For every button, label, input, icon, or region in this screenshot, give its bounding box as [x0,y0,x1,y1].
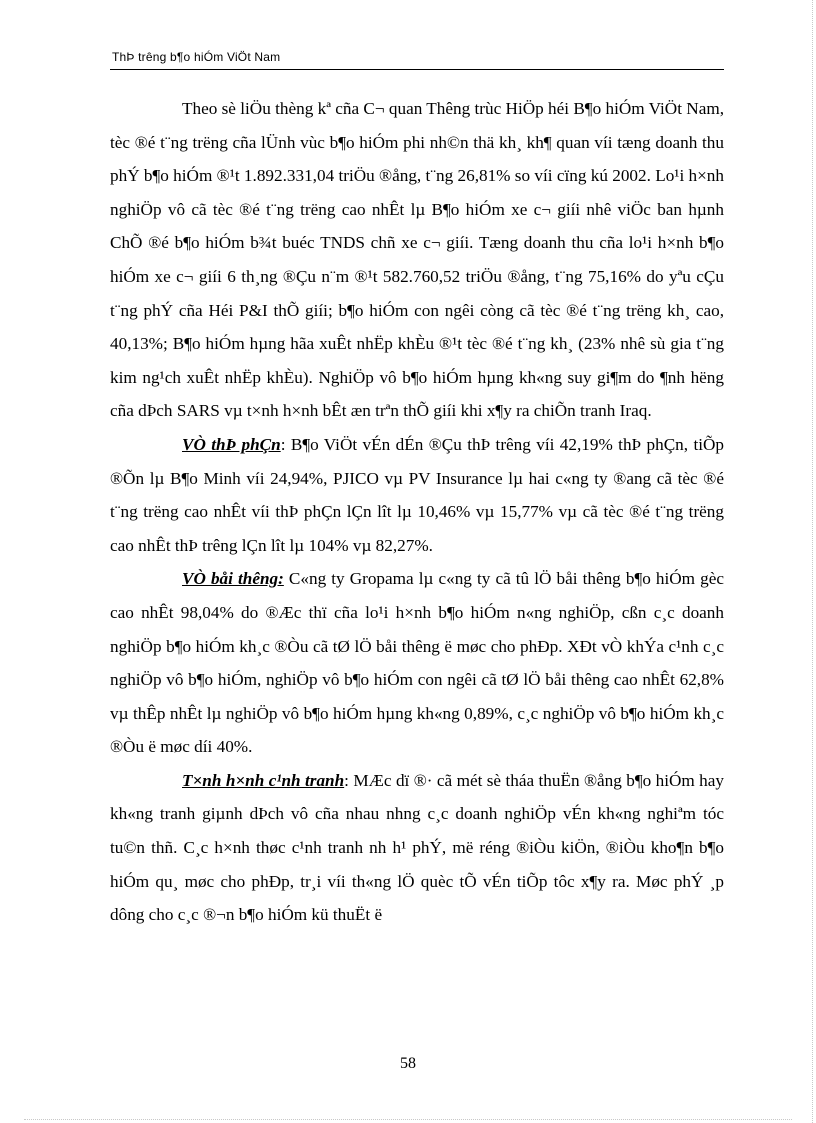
paragraph-lead: VÒ båi thêng: [182,569,284,589]
paragraph-text: C«ng ty Gropama lµ c«ng ty cã tû lÖ båi thêng b¶o hiÓm gèc cao nhÊt 98,04% do ®Æc thï cña lo¹i h×nh b¶o hiÓm n«ng nghiÖp, cßn c¸c doanh nghiÖp b¶o hiÓm kh¸c ®Òu cã tØ lÖ båi thêng ë møc cho phÐp. XÐt vÒ khÝa c¹nh c¸c nghiÖp vô b¶o hiÓm, nghiÖp vô b¶o hiÓm con ngêi cã tØ lÖ båi thêng cao nhÊt 62,8% vµ thÊp nhÊt lµ nghiÖp vô b¶o hiÓm hµng kh«ng 0,89%, c¸c nghiÖp vô b¶o hiÓm kh¸c ®Òu ë møc díi 40%. [110,569,724,757]
paragraph-market-share [110,428,724,562]
paragraph-competition [110,764,724,932]
paragraph-lead: T×nh h×nh c¹nh tranh [182,770,345,790]
running-header: ThÞ trêng b¶o hiÓm ViÖt Nam [112,50,281,64]
paragraph-text: Theo sè liÖu thèng kª cña C¬ quan Thêng trùc HiÖp héi B¶o hiÓm ViÖt Nam, tèc ®é t¨ng trëng cña lÜnh vùc b¶o hiÓm phi nh©n thä kh¸ kh¶ quan víi tæng doanh thu phÝ b¶o hiÓm ®¹t 1.892.331,04 triÖu ®ång, t¨ng 26,81% so víi cïng kú 2002. Lo¹i h×nh nghiÖp vô cã tèc ®é t¨ng trëng cao nhÊt lµ B¶o hiÓm xe c¬ giíi nhê viÖc ban hµnh ChÕ ®é b¶o hiÓm b¾t buéc TNDS chñ xe c¬ giíi. Tæng doanh thu cña lo¹i h×nh b¶o hiÓm xe c¬ giíi 6 th¸ng ®Çu n¨m ®¹t 582.760,52 triÖu ®ång, t¨ng 75,16% do yªu cÇu t¨ng phÝ cña Héi P&I thÕ giíi; b¶o hiÓm con ngêi còng cã tèc ®é t¨ng trëng kh¸ cao, 40,13%; B¶o hiÓm hµng hãa xuÊt nhËp khÈu ®¹t tèc ®é t¨ng kh¸ (23% nhê sù gia t¨ng kim ng¹ch xuÊt nhËp khÈu). NghiÖp vô b¶o hiÓm hµng kh«ng suy gi¶m do ¶nh hëng cña dÞch SARS vµ t×nh h×nh bÊt æn trªn thÕ giíi khi x¶y ra chiÕn tranh Iraq. [110,99,724,421]
body-text [110,92,724,932]
paragraph-claims [110,562,724,764]
page-border-right [812,0,813,1123]
paragraph-text: : MÆc dï ®· cã mét sè tháa thuËn ®ång b¶o hiÓm hay kh«ng tranh giµnh dÞch vô cña nhau nhng c¸c doanh nghiÖp vÉn kh«ng nghiªm tóc tu©n thñ. C¸c h×nh thøc c¹nh tranh nh h¹ phÝ, më réng ®iÒu kiÖn, ®iÒu kho¶n b¶o hiÓm qu¸ møc cho phÐp, tr¸i víi th«ng lÖ quèc tÕ vÉn tiÕp tôc x¶y ra. Møc phÝ ¸p dông cho c¸c ®¬n b¶o hiÓm kü thuËt ë [110,770,724,925]
paragraph-text: : B¶o ViÖt vÉn dÉn ®Çu thÞ trêng víi 42,19% thÞ phÇn, tiÕp ®Õn lµ B¶o Minh víi 24,94%, PJICO vµ PV Insurance lµ hai c«ng ty ®ang cã tèc ®é t¨ng trëng cao nhÊt víi thÞ phÇn lÇn lît lµ 10,46% vµ 15,77% vµ cã tèc ®é t¨ng trëng cao nhÊt thÞ trêng lÇn lît lµ 104% vµ 82,27%. [110,434,724,555]
paragraph-market-overview [110,92,724,428]
header-divider [110,69,724,70]
page-number: 58 [400,1055,416,1072]
page-border-bottom [24,1119,792,1120]
paragraph-lead: VÒ thÞ phÇn [182,434,281,454]
